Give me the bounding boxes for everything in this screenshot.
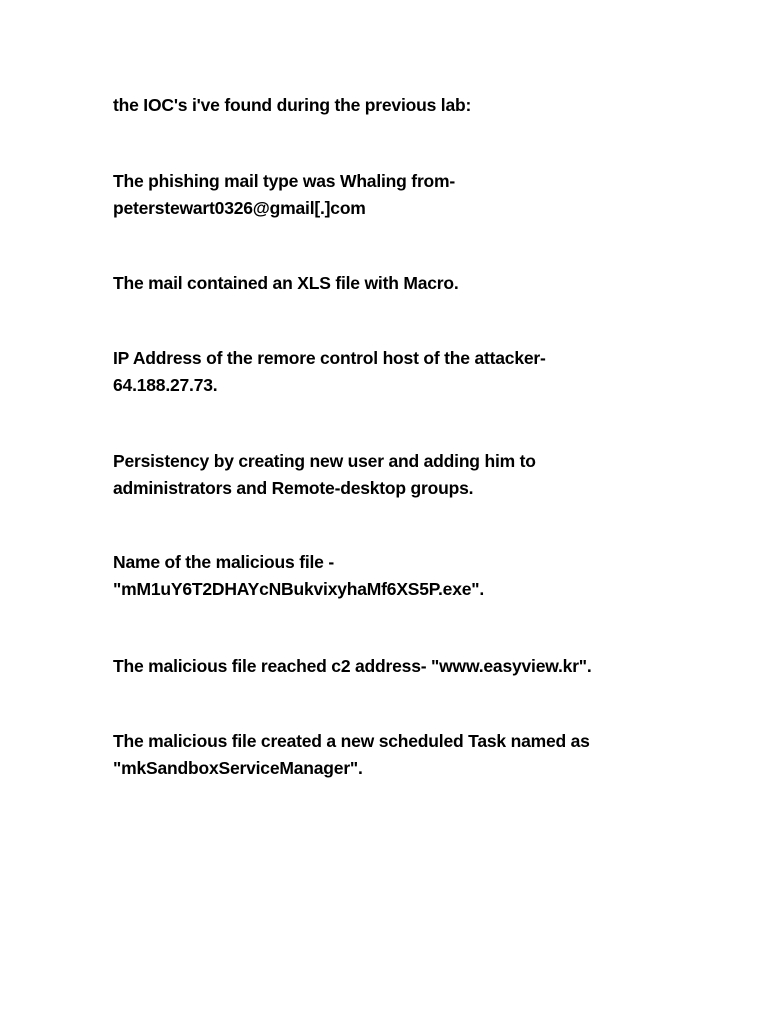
- phishing-type-paragraph: [113, 168, 713, 222]
- text-line: Name of the malicious file -: [113, 552, 334, 572]
- text-line: peterstewart0326@gmail[.]com: [113, 198, 366, 218]
- text-line: IP Address of the remore control host of the attacker-: [113, 348, 546, 368]
- text-line: Persistency by creating new user and adding him to: [113, 451, 536, 471]
- text-line: administrators and Remote-desktop groups.: [113, 478, 474, 498]
- ip-address-paragraph: [113, 345, 713, 399]
- text-line: The malicious file reached c2 address- "www.easyview.kr".: [113, 656, 592, 676]
- text-line: the IOC's i've found during the previous lab:: [113, 95, 472, 115]
- text-line: "mM1uY6T2DHAYcNBukvixyhaMf6XS5P.exe".: [113, 579, 485, 599]
- persistency-paragraph: [113, 448, 713, 502]
- scheduled-task-paragraph: [113, 728, 713, 782]
- text-line: 64.188.27.73.: [113, 375, 218, 395]
- text-line: The malicious file created a new scheduled Task named as: [113, 731, 590, 751]
- c2-address-paragraph: [113, 653, 713, 680]
- intro-paragraph: [113, 92, 713, 119]
- text-line: "mkSandboxServiceManager".: [113, 758, 363, 778]
- text-line: The phishing mail type was Whaling from-: [113, 171, 456, 191]
- attachment-paragraph: [113, 270, 713, 297]
- malicious-file-name-paragraph: [113, 549, 713, 603]
- text-line: The mail contained an XLS file with Macro.: [113, 273, 459, 293]
